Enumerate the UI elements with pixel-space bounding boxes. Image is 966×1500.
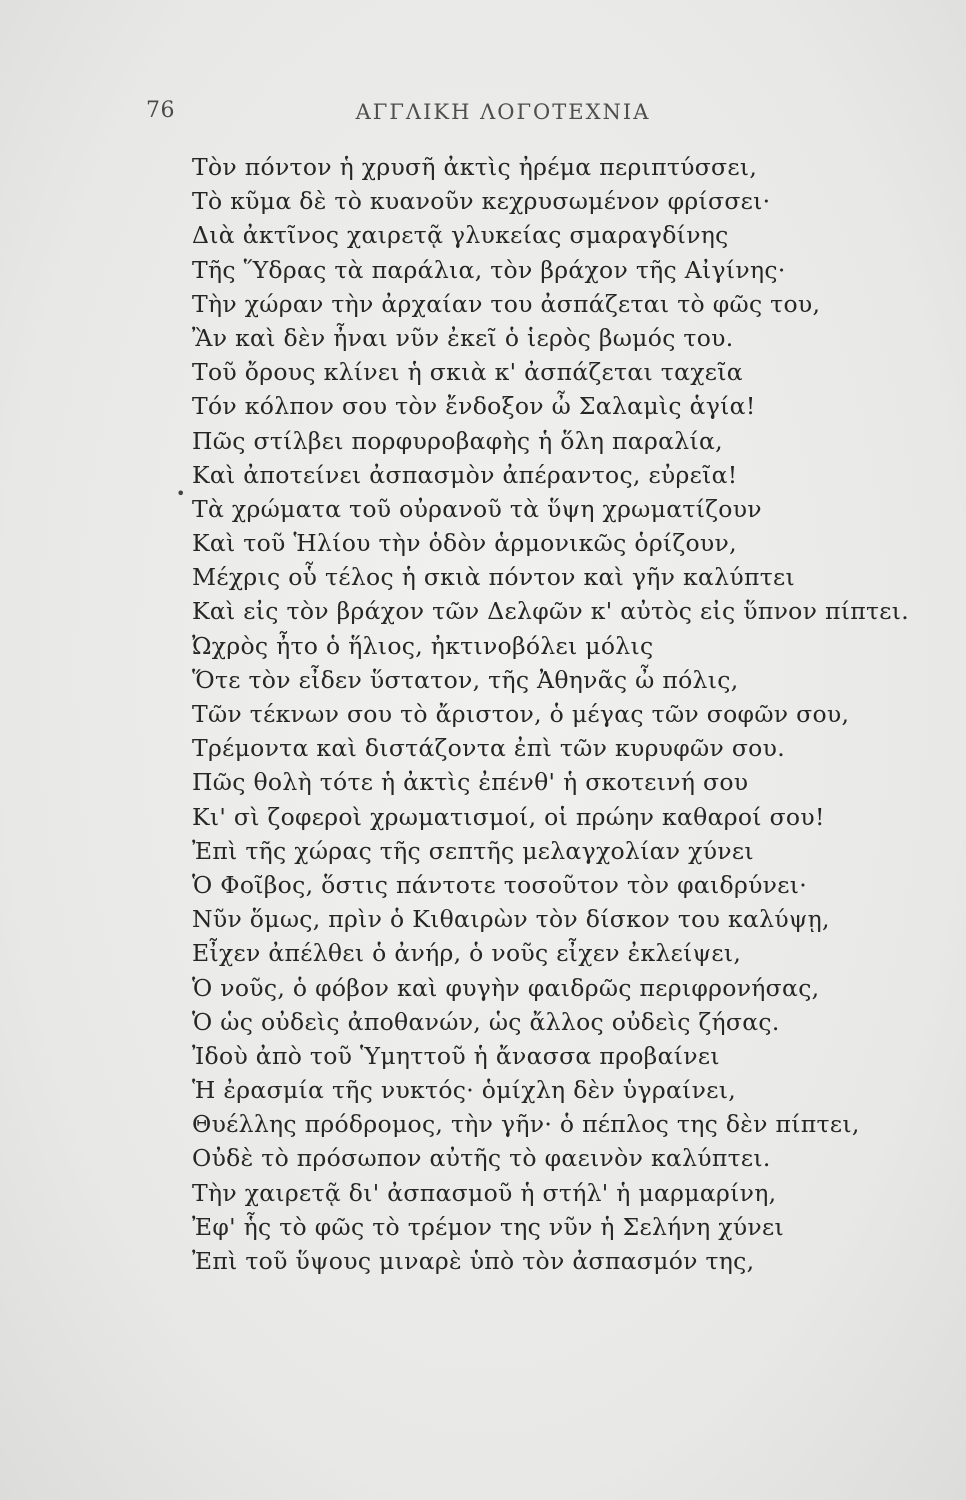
verse-line: Ἰδοὺ ἀπὸ τοῦ Ὑμηττοῦ ἡ ἄνασσα προβαίνει [192, 1041, 720, 1070]
verse-line: Τὰ χρώματα τοῦ οὐρανοῦ τὰ ὕψη χρωματίζουν [192, 494, 762, 523]
verse-line: Κι' σὶ ζοφεροὶ χρωματισμοί, οἱ πρώην καθαροί σου! [192, 802, 825, 831]
verse-line: Καὶ εἰς τὸν βράχον τῶν Δελφῶν κ' αὐτὸς εἰς ὕπνον πίπτει. [192, 597, 910, 626]
page-header [0, 98, 966, 138]
verse-line: Εἶχεν ἀπέλθει ὁ ἀνήρ, ὁ νοῦς εἶχεν ἐκλείψει, [192, 939, 742, 968]
verse-line: Ἡ ἐρασμία τῆς νυκτός· ὁμίχλη δὲν ὑγραίνει, [192, 1076, 736, 1105]
poem-text [192, 150, 932, 1278]
verse-line: Ἐπὶ τῆς χώρας τῆς σεπτῆς μελαγχολίαν χύνει [192, 836, 754, 865]
verse-line: Τρέμοντα καὶ διστάζοντα ἐπὶ τῶν κυρυφῶν σου. [192, 734, 785, 763]
verse-line: Καὶ τοῦ Ἡλίου τὴν ὁδὸν ἁρμονικῶς ὁρίζουν, [192, 529, 737, 558]
verse-line: Μέχρις οὗ τέλος ἡ σκιὰ πόντον καὶ γῆν καλύπτει [192, 563, 795, 592]
verse-line: Τὴν χώραν τὴν ἀρχαίαν του ἀσπάζεται τὸ φῶς του, [192, 289, 821, 318]
verse-line: Ὅτε τὸν εἶδεν ὕστατον, τῆς Ἀθηνᾶς ὦ πόλις, [192, 665, 739, 694]
verse-line: Τὴν χαιρετᾷ δι' ἀσπασμοῦ ἡ στήλ' ἡ μαρμαρίνη, [192, 1178, 777, 1207]
verse-line: Τὸ κῦμα δὲ τὸ κυανοῦν κεχρυσωμένον φρίσσει· [192, 187, 771, 216]
verse-line: Τοῦ ὄρους κλίνει ἡ σκιὰ κ' ἀσπάζεται ταχεῖα [192, 358, 743, 387]
verse-line: Τόν κόλπον σου τὸν ἔνδοξον ὦ Σαλαμὶς ἁγία! [192, 392, 756, 421]
verse-line: Πῶς θολὴ τότε ἡ ἀκτὶς ἐπένθ' ἡ σκοτεινή σου [192, 768, 749, 797]
verse-line: Τὸν πόντον ἡ χρυσῆ ἀκτὶς ἠρέμα περιπτύσσει, [192, 153, 758, 181]
verse-line: Ὠχρὸς ἦτο ὁ ἥλιος, ἠκτινοβόλει μόλις [192, 631, 654, 660]
running-head: ΑΓΓΛΙΚΗ ΛΟΓΟΤΕΧΝΙΑ [355, 100, 651, 124]
verse-line: Καὶ ἀποτείνει ἀσπασμὸν ἀπέραντος, εὐρεῖα! [192, 460, 738, 489]
verse-line: Διὰ ἀκτῖνος χαιρετᾷ γλυκείας σμαραγδίνης [192, 221, 729, 250]
verse-line: Τῶν τέκνων σου τὸ ἄριστον, ὁ μέγας τῶν σοφῶν σου, [192, 700, 850, 728]
verse-line: Ὁ νοῦς, ὁ φόβον καὶ φυγὴν φαιδρῶς περιφρονήσας, [192, 973, 820, 1002]
margin-mark: • [176, 484, 186, 503]
verse-line: Τῆς Ὕδρας τὰ παράλια, τὸν βράχον τῆς Αἰγίνης· [192, 255, 786, 284]
page-number: 76 [146, 98, 175, 123]
verse-line: Πῶς στίλβει πορφυροβαφὴς ἡ ὅλη παραλία, [192, 426, 723, 455]
verse-line: Ἐπὶ τοῦ ὕψους μιναρὲ ὑπὸ τὸν ἀσπασμόν της, [192, 1247, 755, 1275]
verse-line: Ὁ ὡς οὐδεὶς ἀποθανών, ὡς ἄλλος οὐδεὶς ζήσας. [192, 1007, 780, 1036]
verse-line: Ὁ Φοῖβος, ὅστις πάντοτε τοσοῦτον τὸν φαιδρύνει· [192, 870, 808, 899]
verse-line: Οὐδὲ τὸ πρόσωπον αὐτῆς τὸ φαεινὸν καλύπτει. [192, 1144, 771, 1173]
verse-line: Νῦν ὅμως, πρὶν ὁ Κιθαιρὼν τὸν δίσκον του καλύψῃ, [192, 905, 830, 934]
verse-line: Θυέλλης πρόδρομος, τὴν γῆν· ὁ πέπλος της δὲν πίπτει, [192, 1110, 860, 1139]
verse-line: Ἂν καὶ δὲν ἦναι νῦν ἐκεῖ ὁ ἱερὸς βωμός του. [192, 323, 734, 352]
verse-line: Ἐφ' ἧς τὸ φῶς τὸ τρέμον της νῦν ἡ Σελήνη χύνει [192, 1212, 784, 1241]
